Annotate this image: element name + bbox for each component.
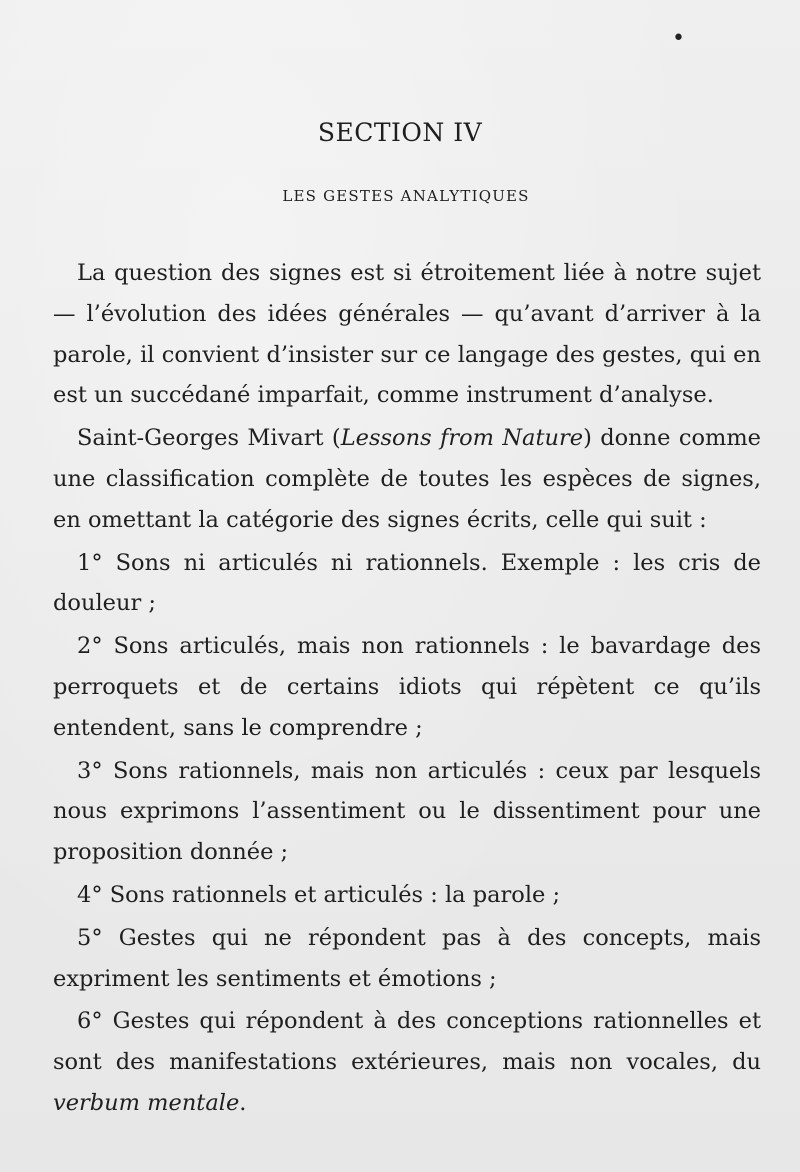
list-item-6-after: . [239, 1089, 247, 1116]
paragraph-intro [53, 253, 761, 416]
section-title: SECTION IV [317, 118, 483, 147]
section-subtitle: LES GESTES ANALYTIQUES [282, 187, 530, 205]
paragraph-mivart [53, 418, 761, 540]
paragraph-intro-text: La question des signes est si étroitement liée à notre sujet — l’évolution des idées générales — qu’avant d’arriver à la parole, il convient d’insister sur ce langage des gestes, qui en est un succédané imparfait, comme instrument d’analyse. [53, 260, 761, 409]
list-item-5 [53, 918, 761, 1000]
list-item-3 [53, 751, 761, 873]
list-item-4 [53, 875, 761, 916]
list-item-1 [53, 543, 761, 625]
list-item-text: 2° Sons articulés, mais non rationnels : le bavardage des perroquets et de certains idiots qui répètent ce qu’ils entendent, sans le comprendre ; [53, 633, 761, 741]
ink-dot: • [672, 26, 685, 51]
list-item-6 [53, 1001, 761, 1123]
body-text [53, 253, 761, 1124]
list-item-text: 3° Sons rationnels, mais non articulés : ceux par lesquels nous exprimons l’assentiment ou le dissentiment pour une proposition donnée ; [53, 757, 761, 866]
list-item-text: 1° Sons ni articulés ni rationnels. Exemple : les cris de douleur ; [53, 549, 761, 617]
book-title: Lessons from Nature [340, 425, 584, 452]
latin-term: verbum mentale [53, 1089, 240, 1116]
list-item-2 [53, 626, 761, 748]
paragraph-mivart-before: Saint-Georges Mivart ( [77, 425, 341, 452]
list-item-6-before: 6° Gestes qui répondent à des conceptions rationnelles et sont des manifestations extérieures, mais non vocales, du [53, 1008, 761, 1076]
paragraph-mivart-after: ) donne comme une classification complète de toutes les espèces de signes, en omettant la catégorie des signes écrits, celle qui suit : [53, 425, 761, 533]
list-item-text: 5° Gestes qui ne répondent pas à des concepts, mais expriment les sentiments et émotions ; [53, 924, 761, 992]
list-item-text: 4° Sons rationnels et articulés : la parole ; [77, 881, 561, 908]
